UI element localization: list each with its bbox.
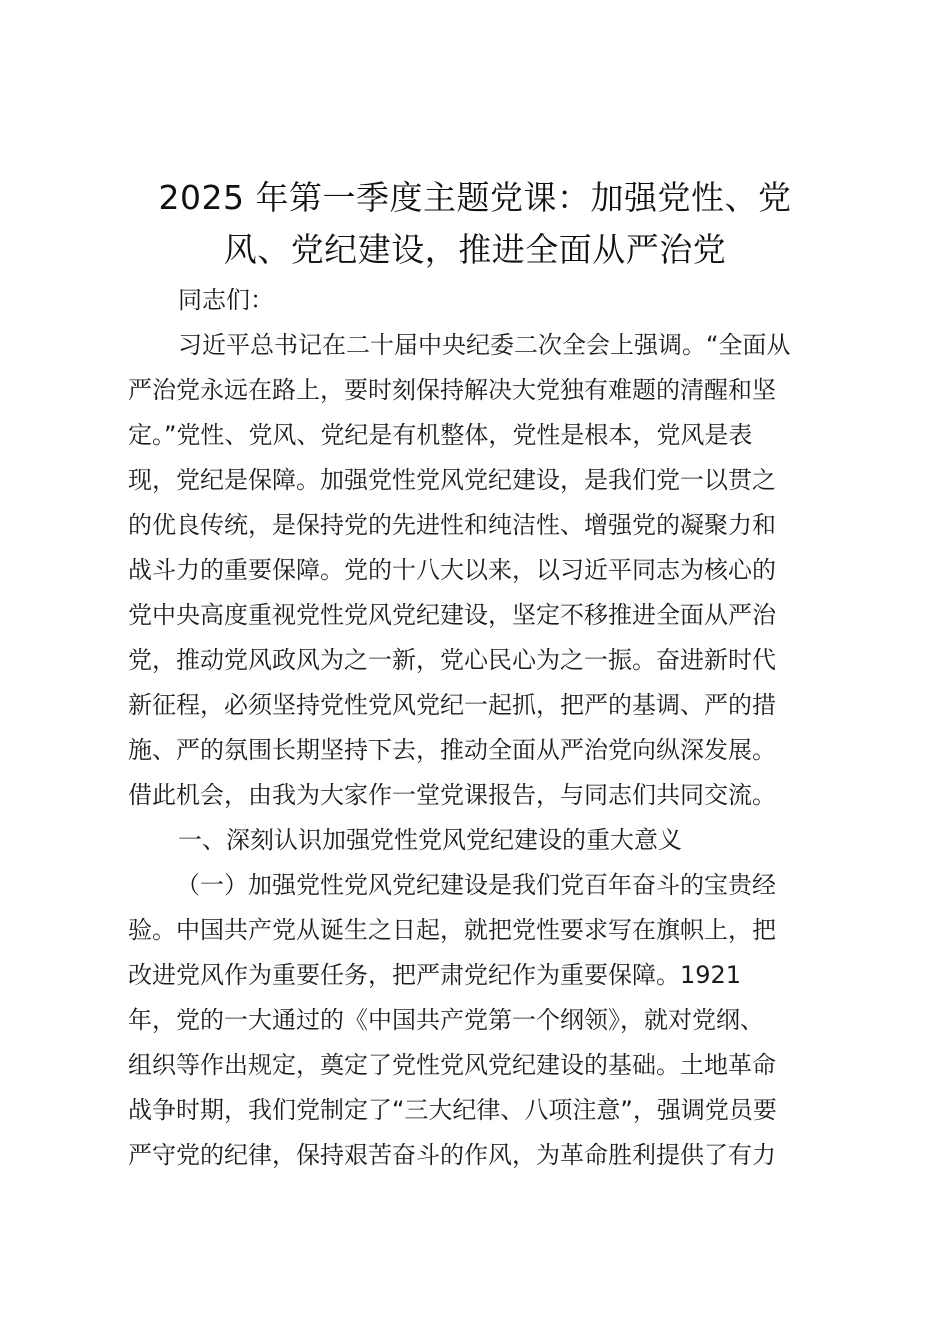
paragraph-line: 借此机会，由我为大家作一堂党课报告，与同志们共同交流。 [128, 781, 776, 809]
paragraph-line: 年，党的一大通过的《中国共产党第一个纲领》，就对党纲、 [128, 1006, 764, 1034]
title-line-2: 风、党纪建设，推进全面从严治党 [223, 230, 727, 269]
paragraph-line: 验。中国共产党从诞生之日起，就把党性要求写在旗帜上，把 [128, 916, 776, 944]
paragraph-line: 党，推动党风政风为之一新，党心民心为之一振。奋进新时代 [128, 646, 776, 674]
salutation: 同志们： [178, 286, 274, 314]
paragraph-line: （一）加强党性党风党纪建设是我们党百年奋斗的宝贵经 [176, 871, 776, 899]
paragraph-line: 战斗力的重要保障。党的十八大以来，以习近平同志为核心的 [128, 556, 776, 584]
paragraph-line: 现，党纪是保障。加强党性党风党纪建设，是我们党一以贯之 [128, 466, 776, 494]
paragraph-line: 的优良传统，是保持党的先进性和纯洁性、增强党的凝聚力和 [128, 511, 776, 539]
paragraph-line: 改进党风作为重要任务，把严肃党纪作为重要保障。1921 [128, 961, 742, 989]
paragraph-line: 严治党永远在路上，要时刻保持解决大党独有难题的清醒和坚 [128, 376, 776, 404]
paragraph-line: 严守党的纪律，保持艰苦奋斗的作风，为革命胜利提供了有力 [128, 1141, 776, 1169]
paragraph-line: 党中央高度重视党性党风党纪建设，坚定不移推进全面从严治 [128, 601, 776, 629]
document-title [128, 172, 822, 276]
paragraph-line: 施、严的氛围长期坚持下去，推动全面从严治党向纵深发展。 [128, 736, 776, 764]
section-heading: 一、深刻认识加强党性党风党纪建设的重大意义 [178, 826, 682, 854]
title-line-1: 2025 年第一季度主题党课：加强党性、党 [158, 178, 792, 217]
paragraph-line: 新征程，必须坚持党性党风党纪一起抓，把严的基调、严的措 [128, 691, 776, 719]
document-body [128, 278, 822, 1178]
paragraph-line: 战争时期，我们党制定了“三大纪律、八项注意”，强调党员要 [128, 1096, 777, 1124]
paragraph-line: 定。”党性、党风、党纪是有机整体，党性是根本，党风是表 [128, 421, 753, 449]
paragraph-line: 习近平总书记在二十届中央纪委二次全会上强调。“全面从 [178, 331, 791, 359]
paragraph-line: 组织等作出规定，奠定了党性党风党纪建设的基础。土地革命 [128, 1051, 776, 1079]
